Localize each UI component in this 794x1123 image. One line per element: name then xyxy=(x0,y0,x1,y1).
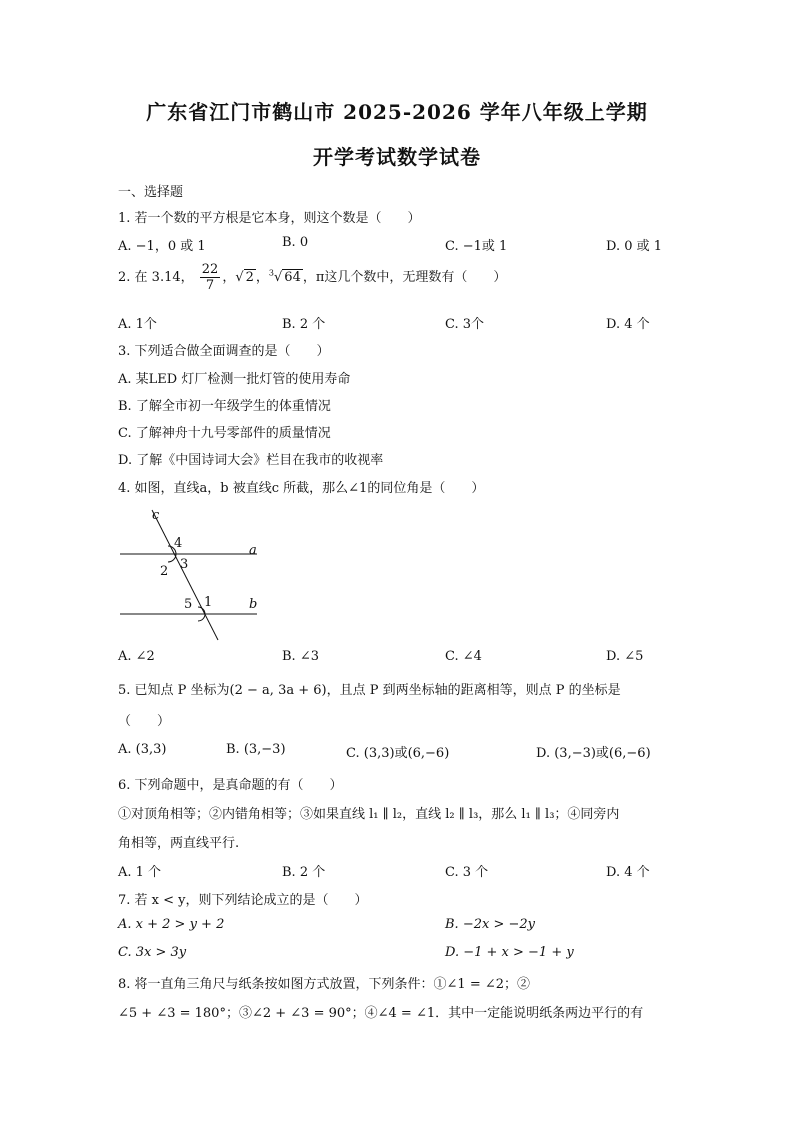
label-4: 4 xyxy=(174,536,183,551)
q5-option-b: B. (3,−3) xyxy=(226,742,286,757)
q2-option-b: B. 2 个 xyxy=(282,317,326,332)
q1-stem: 1. 若一个数的平方根是它本身，则这个数是（ ） xyxy=(118,211,421,226)
q1-option-d: D. 0 或 1 xyxy=(606,239,663,254)
exam-title-line1: 广东省江门市鹤山市 2025-2026 学年八年级上学期 xyxy=(146,100,648,124)
q2-suffix: ，π这几个数中，无理数有（ ） xyxy=(302,270,507,285)
label-2: 2 xyxy=(160,564,169,579)
section-heading: 一、选择题 xyxy=(118,185,184,200)
label-b: b xyxy=(249,597,258,612)
q6-body-line1: ①对顶角相等；②内错角相等；③如果直线 l₁ ∥ l₂，直线 l₂ ∥ l₃，那么 l₁ ∥ l₃；④同旁内 xyxy=(118,807,620,822)
q5-stem-cont: （ ） xyxy=(118,714,171,729)
q2-stem: 2. 在 3.14， $\frac{22}{7}$ ，√ 2 ，$^3$√ 64 ，π这几个数中，无理数有（ ） xyxy=(118,262,507,293)
q7-option-b: B. −2x > −2y xyxy=(445,917,535,932)
label-3: 3 xyxy=(180,557,189,572)
q2-cbrt-radicand: 64 xyxy=(284,270,301,285)
label-c: c xyxy=(152,508,160,523)
q4-stem: 4. 如图，直线a，b 被直线c 所截，那么∠1的同位角是（ ） xyxy=(118,481,485,496)
q5-stem: 5. 已知点 P 坐标为(2 − a, 3a + 6)，且点 P 到两坐标轴的距离相等，则点 P 的坐标是 xyxy=(118,683,621,698)
label-1: 1 xyxy=(204,595,213,610)
q6-stem: 6. 下列命题中，是真命题的有（ ） xyxy=(118,778,343,793)
q5-option-d: D. (3,−3)或(6,−6) xyxy=(536,746,651,761)
q2-cbrt-index: 3 xyxy=(268,268,274,278)
q6-option-b: B. 2 个 xyxy=(282,865,326,880)
q4-option-d: D. ∠5 xyxy=(606,649,644,664)
q6-option-a: A. 1 个 xyxy=(118,865,162,880)
q2-fraction xyxy=(200,262,221,293)
q6-option-c: C. 3 个 xyxy=(445,865,489,880)
q8-line1: 8. 将一直角三角尺与纸条按如图方式放置，下列条件：①∠1 = ∠2；② xyxy=(118,977,531,992)
q2-prefix: 2. 在 3.14， xyxy=(118,270,194,285)
q4-option-c: C. ∠4 xyxy=(445,649,482,664)
q6-body-line2: 角相等，两直线平行. xyxy=(118,836,240,851)
q3-option-a: A. 某LED 灯厂检测一批灯管的使用寿命 xyxy=(118,372,351,387)
q2-option-a: A. 1个 xyxy=(118,317,157,332)
q6-option-d: D. 4 个 xyxy=(606,865,650,880)
q7-stem: 7. 若 x < y，则下列结论成立的是（ ） xyxy=(118,893,368,908)
q7-option-a: A. x + 2 > y + 2 xyxy=(118,917,225,932)
q4-figure xyxy=(112,504,272,644)
q1-option-a: A. −1，0 或 1 xyxy=(118,239,206,254)
q2-fraction-denominator: 7 xyxy=(205,278,215,293)
q2-option-d: D. 4 个 xyxy=(606,317,650,332)
q1-option-c: C. −1或 1 xyxy=(445,239,508,254)
q5-option-a: A. (3,3) xyxy=(118,742,167,757)
q7-option-d: D. −1 + x > −1 + y xyxy=(445,945,574,960)
q1-option-b: B. 0 xyxy=(282,235,309,250)
q5-option-c: C. (3,3)或(6,−6) xyxy=(346,746,450,761)
q3-option-d: D. 了解《中国诗词大会》栏目在我市的收视率 xyxy=(118,453,384,468)
q7-option-c: C. 3x > 3y xyxy=(118,945,187,960)
exam-title-line2: 开学考试数学试卷 xyxy=(313,145,481,169)
q4-option-b: B. ∠3 xyxy=(282,649,319,664)
q3-stem: 3. 下列适合做全面调查的是（ ） xyxy=(118,344,330,359)
q2-sqrt-radicand: 2 xyxy=(245,270,254,285)
q3-option-c: C. 了解神舟十九号零部件的质量情况 xyxy=(118,426,331,441)
q8-line2: ∠5 + ∠3 = 180°；③∠2 + ∠3 = 90°；④∠4 = ∠1．其中一定能说明纸条两边平行的有 xyxy=(118,1006,644,1021)
q2-option-c: C. 3个 xyxy=(445,317,485,332)
label-a: a xyxy=(249,543,257,558)
q2-fraction-numerator: 22 xyxy=(201,262,219,277)
q4-option-a: A. ∠2 xyxy=(118,649,155,664)
label-5: 5 xyxy=(184,597,193,612)
q3-option-b: B. 了解全市初一年级学生的体重情况 xyxy=(118,399,331,414)
